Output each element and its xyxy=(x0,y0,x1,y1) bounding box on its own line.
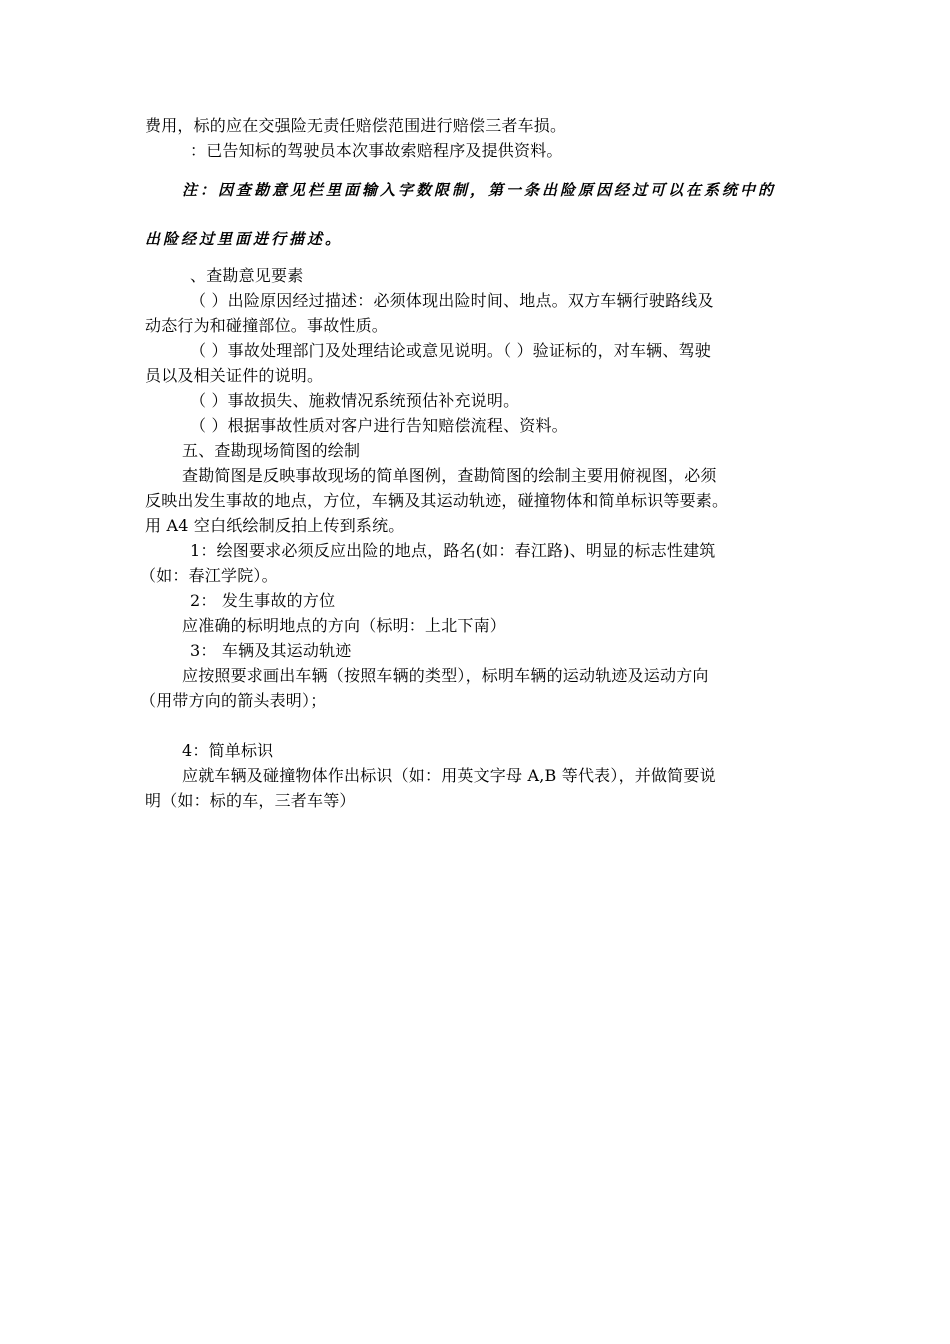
note-line: 出险经过里面进行描述。 xyxy=(145,230,344,248)
paragraph-line: 应准确的标明地点的方向（标明：上北下南） xyxy=(182,616,507,635)
paragraph-line: 查勘简图是反映事故现场的简单图例，查勘简图的绘制主要用俯视图，必须 xyxy=(182,466,717,485)
section-heading: 、查勘意见要素 xyxy=(190,266,304,285)
list-item: 3： 车辆及其运动轨迹 xyxy=(190,641,352,660)
paragraph-line: 员以及相关证件的说明。 xyxy=(145,366,324,385)
paragraph-line: （ ）事故处理部门及处理结论或意见说明。（ ）验证标的，对车辆、驾驶 xyxy=(190,341,711,360)
section-heading: 五、查勘现场简图的绘制 xyxy=(182,441,361,460)
paragraph-line: 动态行为和碰撞部位。事故性质。 xyxy=(145,316,389,335)
paragraph-line: （ ）出险原因经过描述：必须体现出险时间、地点。双方车辆行驶路线及 xyxy=(190,291,714,310)
paragraph-line: （ ）根据事故性质对客户进行告知赔偿流程、资料。 xyxy=(190,416,568,435)
list-item: 2： 发生事故的方位 xyxy=(190,591,336,610)
list-item: 4：简单标识 xyxy=(182,741,274,760)
paragraph-line: 应就车辆及碰撞物体作出标识（如：用英文字母 A,B 等代表），并做简要说 xyxy=(182,766,716,785)
paragraph-line: 反映出发生事故的地点，方位，车辆及其运动轨迹，碰撞物体和简单标识等要素。 xyxy=(145,491,729,510)
paragraph-line: （ ）事故损失、施救情况系统预估补充说明。 xyxy=(190,391,520,410)
note-line: 注：因查勘意见栏里面输入字数限制，第一条出险原因经过可以在系统中的 xyxy=(182,181,777,199)
paragraph-line: 费用，标的应在交强险无责任赔偿范围进行赔偿三者车损。 xyxy=(145,116,567,135)
paragraph-line: 明（如：标的车，三者车等） xyxy=(145,791,356,810)
paragraph-line: （如：春江学院）。 xyxy=(140,566,278,585)
paragraph-line: 应按照要求画出车辆（按照车辆的类型），标明车辆的运动轨迹及运动方向 xyxy=(182,666,709,685)
paragraph-line: ：已告知标的驾驶员本次事故索赔程序及提供资料。 xyxy=(190,141,563,160)
paragraph-line: （用带方向的箭头表明）； xyxy=(140,691,327,710)
list-item: 1：绘图要求必须反应出险的地点，路名(如：春江路)、明显的标志性建筑 xyxy=(190,541,716,560)
paragraph-line: 用 A4 空白纸绘制反拍上传到系统。 xyxy=(145,516,405,535)
